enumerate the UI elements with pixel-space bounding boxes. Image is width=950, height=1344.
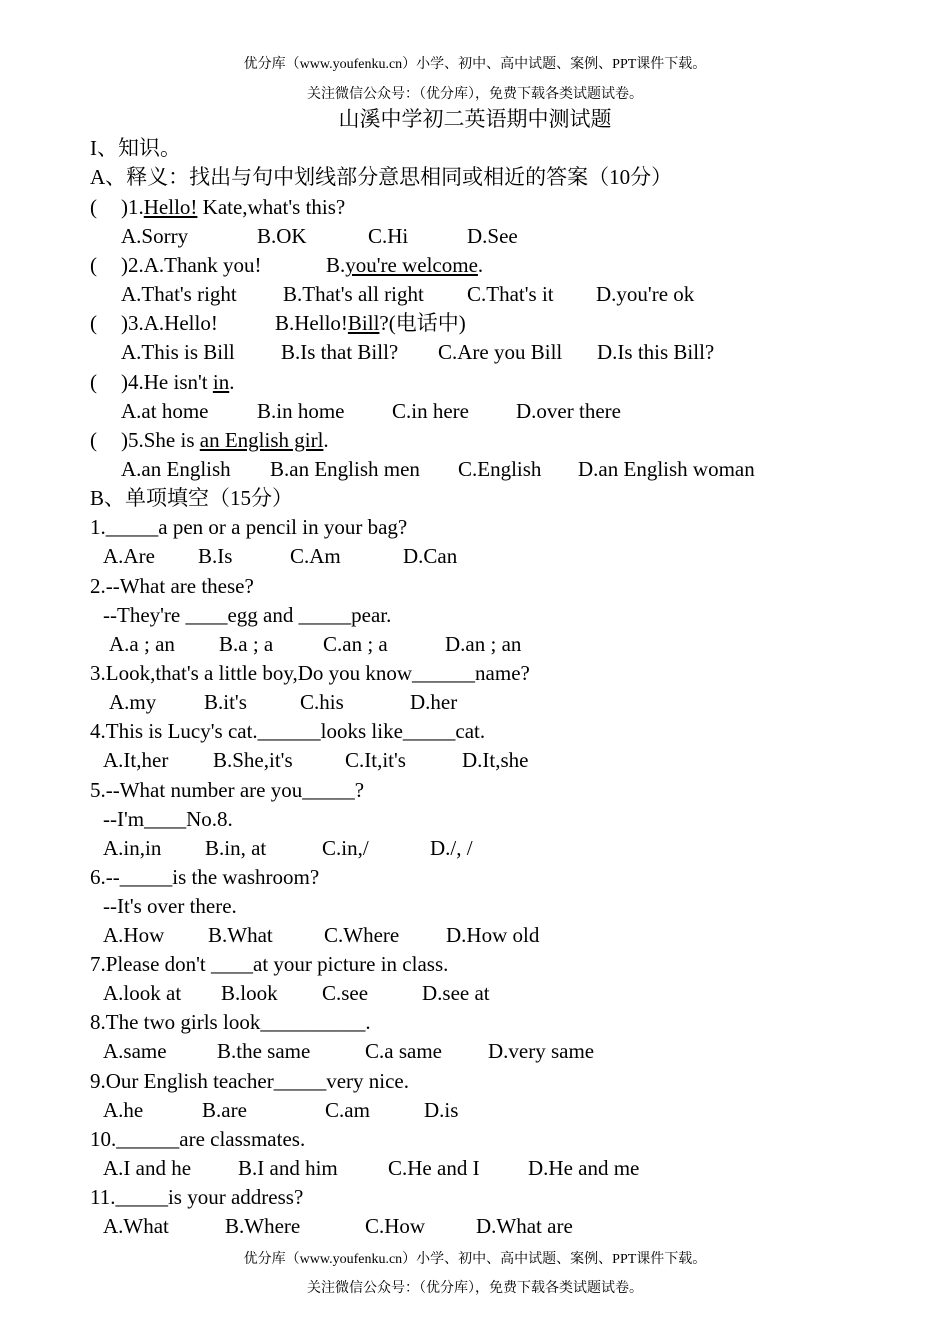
options-row	[0, 223, 950, 249]
option-d: D.see at	[422, 981, 490, 1005]
option-a: A.Are	[103, 544, 155, 568]
option-d: D.Is this Bill?	[597, 340, 715, 364]
option-c: C.Am	[290, 544, 341, 568]
underlined-phrase: Bill	[347, 311, 380, 335]
option-d: D./, /	[430, 836, 473, 860]
question-text: 6.--_____is the washroom?	[90, 865, 320, 889]
question-number: )2.A.Thank you!	[121, 253, 262, 277]
option-d: D.very same	[488, 1039, 595, 1063]
option-a: A.a ; an	[109, 632, 175, 656]
footer-website-line: 优分库（www.youfenku.cn）小学、初中、高中试题、案例、PPT课件下载。	[243, 1252, 707, 1267]
option-d: D.It,she	[462, 748, 529, 772]
option-a: A.I and he	[103, 1156, 192, 1180]
header-website-line: 优分库（www.youfenku.cn）小学、初中、高中试题、案例、PPT课件下载。	[243, 57, 707, 72]
option-b: B.Is	[198, 544, 233, 568]
part-b-heading: B、单项填空（15分）	[90, 486, 294, 510]
question-number: )3.A.Hello!	[121, 311, 218, 335]
footer-wechat-line: 关注微信公众号：（优分库），免费下载各类试题试卷。	[307, 1281, 643, 1296]
option-c: C.his	[300, 690, 344, 714]
question-text: --I'm____No.8.	[103, 807, 233, 831]
option-c: C.an ; a	[323, 632, 388, 656]
page-title: 山溪中学初二英语期中测试题	[338, 107, 612, 131]
options-row	[0, 1155, 950, 1181]
options-row	[0, 456, 950, 482]
options-row	[0, 922, 950, 948]
option-a: A.an English	[121, 457, 231, 481]
question-text: B.you're welcome.	[326, 253, 484, 277]
option-b: B.the same	[217, 1039, 311, 1063]
question-number: )5.She is an English girl.	[121, 428, 329, 452]
option-d: D.What are	[476, 1214, 573, 1238]
answer-bracket-open: (	[90, 370, 97, 394]
option-b: B.She,it's	[213, 748, 293, 772]
question-text: --It's over there.	[103, 894, 237, 918]
option-d: D.an ; an	[445, 632, 522, 656]
answer-bracket-open: (	[90, 428, 97, 452]
option-c: C.see	[322, 981, 369, 1005]
underlined-phrase: in	[212, 370, 230, 394]
option-c: C.English	[458, 457, 542, 481]
option-d: D.over there	[516, 399, 621, 423]
option-a: A.How	[103, 923, 165, 947]
options-row	[0, 631, 950, 657]
section-heading: I、知识。	[90, 136, 181, 160]
option-c: C.in,/	[322, 836, 369, 860]
option-d: D.is	[424, 1098, 459, 1122]
options-row	[0, 543, 950, 569]
part-a-heading: A、释义：找出与句中划线部分意思相同或相近的答案（10分）	[90, 165, 673, 189]
underlined-phrase: an English girl	[199, 428, 324, 452]
option-c: C.in here	[392, 399, 469, 423]
option-a: A.This is Bill	[121, 340, 235, 364]
question-number: )1.Hello! Kate,what's this?	[121, 195, 346, 219]
option-b: B.are	[202, 1098, 247, 1122]
option-c: C.It,it's	[345, 748, 406, 772]
option-d: D.See	[467, 224, 518, 248]
part-a-question	[0, 194, 950, 220]
option-a: A.look at	[103, 981, 182, 1005]
option-c: C.am	[325, 1098, 370, 1122]
options-row	[0, 398, 950, 424]
option-b: B.in, at	[205, 836, 267, 860]
option-c: C.Are you Bill	[438, 340, 563, 364]
option-a: A.same	[103, 1039, 167, 1063]
option-b: B.What	[208, 923, 273, 947]
option-a: A.That's right	[121, 282, 237, 306]
answer-bracket-open: (	[90, 311, 97, 335]
part-a-question	[0, 369, 950, 395]
answer-bracket-open: (	[90, 253, 97, 277]
option-c: C.How	[365, 1214, 426, 1238]
part-a-question	[0, 310, 950, 336]
question-text: 3.Look,that's a little boy,Do you know______name?	[90, 661, 530, 685]
options-row	[0, 1213, 950, 1239]
question-text: 2.--What are these?	[90, 574, 254, 598]
question-text: 11._____is your address?	[90, 1185, 304, 1209]
part-a-question	[0, 427, 950, 453]
underlined-phrase: Hello!	[143, 195, 198, 219]
question-text: 5.--What number are you_____?	[90, 778, 365, 802]
options-row	[0, 835, 950, 861]
question-text: 4.This is Lucy's cat.______looks like_____cat.	[90, 719, 486, 743]
question-text: 8.The two girls look__________.	[90, 1010, 371, 1034]
option-b: B.OK	[257, 224, 307, 248]
options-row	[0, 1038, 950, 1064]
question-text: 7.Please don't ____at your picture in class.	[90, 952, 449, 976]
option-d: D.How old	[446, 923, 540, 947]
option-b: B.in home	[257, 399, 345, 423]
options-row	[0, 339, 950, 365]
option-b: B.That's all right	[283, 282, 424, 306]
options-row	[0, 747, 950, 773]
option-d: D.an English woman	[578, 457, 755, 481]
question-text: 10.______are classmates.	[90, 1127, 306, 1151]
question-text: 1._____a pen or a pencil in your bag?	[90, 515, 408, 539]
options-row	[0, 689, 950, 715]
option-d: D.you're ok	[596, 282, 695, 306]
option-a: A.my	[109, 690, 157, 714]
option-c: C.That's it	[467, 282, 554, 306]
option-c: C.a same	[365, 1039, 442, 1063]
question-number: )4.He isn't in.	[121, 370, 235, 394]
option-a: A.It,her	[103, 748, 169, 772]
option-d: D.He and me	[528, 1156, 640, 1180]
question-text: B.Hello!Bill?(电话中)	[275, 311, 466, 335]
answer-bracket-open: (	[90, 195, 97, 219]
option-c: C.Where	[324, 923, 400, 947]
option-b: B.it's	[204, 690, 247, 714]
option-a: A.Sorry	[121, 224, 189, 248]
options-row	[0, 1097, 950, 1123]
part-a-question	[0, 252, 950, 278]
header-wechat-line: 关注微信公众号：（优分库），免费下载各类试题试卷。	[307, 87, 643, 102]
option-b: B.an English men	[270, 457, 420, 481]
option-b: B.I and him	[238, 1156, 338, 1180]
option-a: A.at home	[121, 399, 209, 423]
option-b: B.look	[221, 981, 278, 1005]
question-text: 9.Our English teacher_____very nice.	[90, 1069, 409, 1093]
underlined-phrase: you're welcome	[345, 253, 478, 277]
option-b: B.Where	[225, 1214, 301, 1238]
option-d: D.her	[410, 690, 458, 714]
option-d: D.Can	[403, 544, 458, 568]
option-b: B.Is that Bill?	[281, 340, 399, 364]
option-b: B.a ; a	[219, 632, 274, 656]
option-a: A.in,in	[103, 836, 162, 860]
option-a: A.he	[103, 1098, 144, 1122]
options-row	[0, 281, 950, 307]
option-c: C.Hi	[368, 224, 409, 248]
option-a: A.What	[103, 1214, 169, 1238]
options-row	[0, 980, 950, 1006]
option-c: C.He and I	[388, 1156, 480, 1180]
question-text: --They're ____egg and _____pear.	[103, 603, 392, 627]
